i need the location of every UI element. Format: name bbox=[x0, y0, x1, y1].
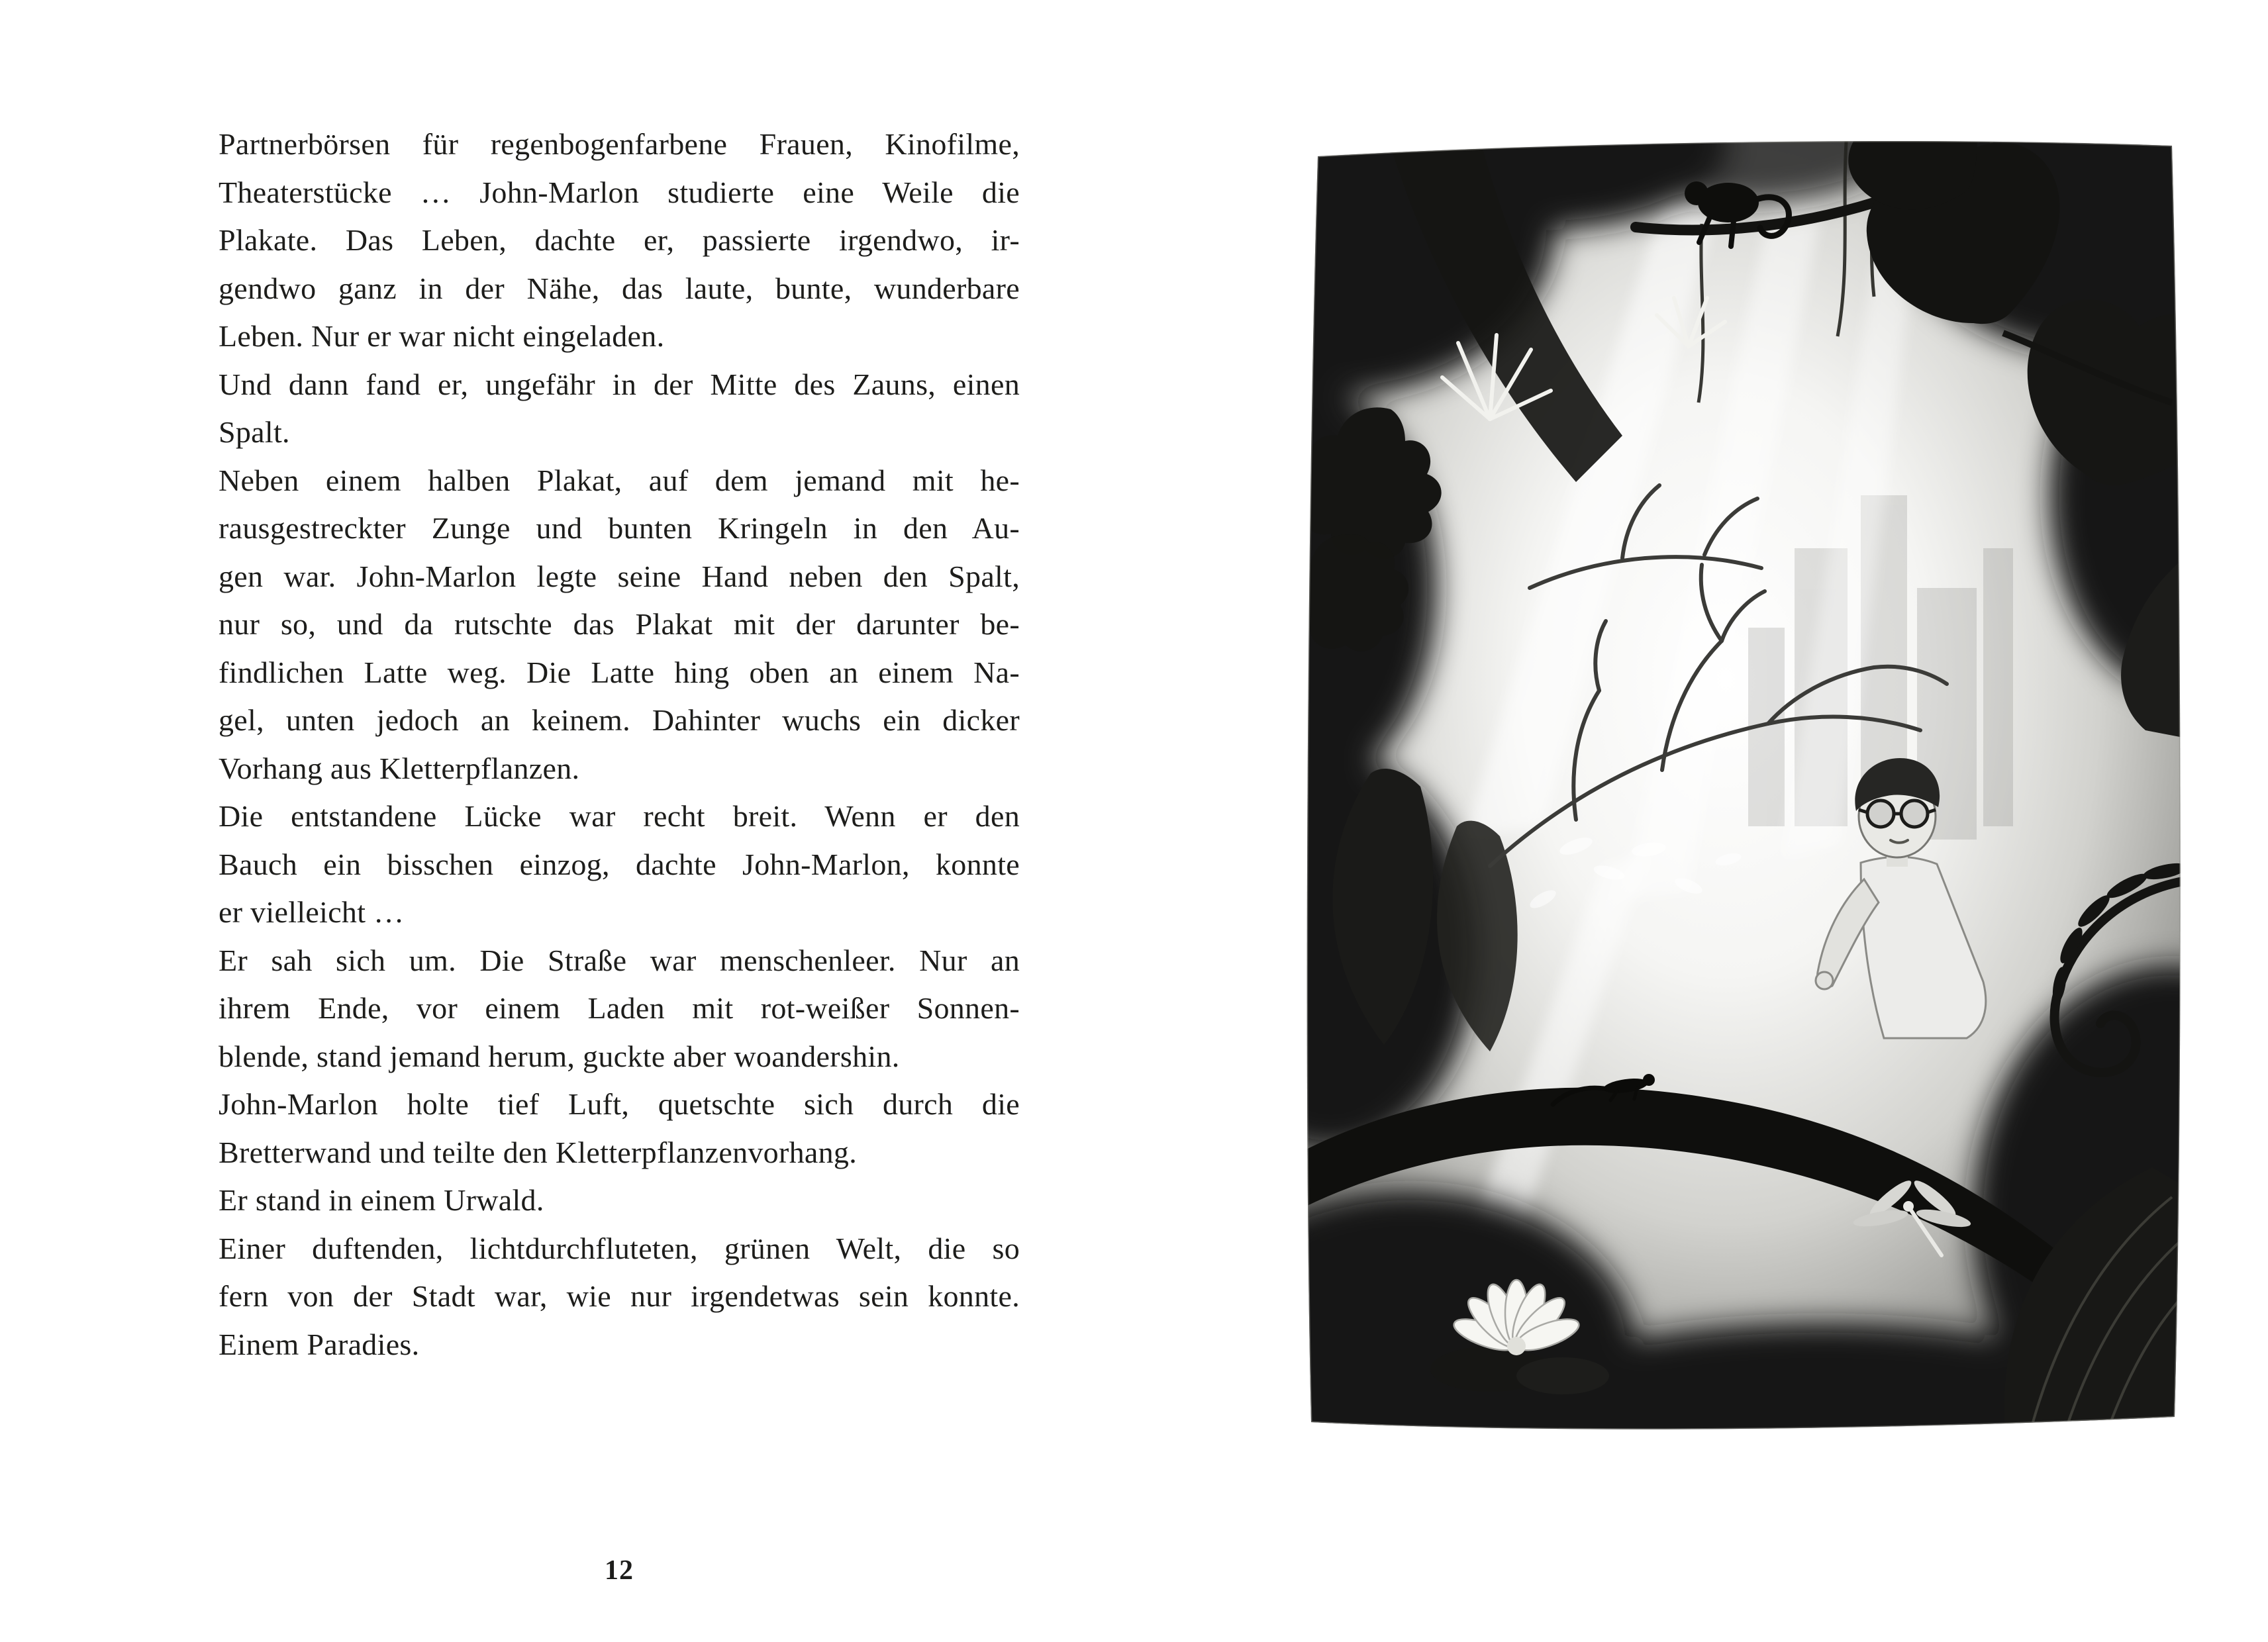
text-line: gel, unten jedoch an keinem. Dahinter wuchs ein dicker bbox=[219, 703, 1020, 737]
text-line: John-Marlon holte tief Luft, quetschte sich durch die bbox=[219, 1087, 1020, 1121]
paragraph bbox=[219, 1225, 1020, 1369]
jungle-illustration-svg bbox=[1291, 124, 2197, 1445]
text-line: fern von der Stadt war, wie nur irgendetwas sein konnte. bbox=[219, 1279, 1020, 1313]
text-line: blende, stand jemand herum, guckte aber woandershin. bbox=[219, 1039, 900, 1073]
text-line: Plakate. Das Leben, dachte er, passierte irgendwo, ir- bbox=[219, 223, 1020, 257]
text-line: gen war. John-Marlon legte seine Hand neben den Spalt, bbox=[219, 559, 1020, 593]
paragraph bbox=[219, 361, 1020, 457]
paragraph bbox=[219, 1177, 1020, 1225]
text-line: Und dann fand er, ungefähr in der Mitte des Zauns, einen bbox=[219, 367, 1020, 401]
text-line: Die entstandene Lücke war recht breit. Wenn er den bbox=[219, 799, 1020, 833]
text-line: gendwo ganz in der Nähe, das laute, bunte, wunderbare bbox=[219, 271, 1020, 305]
text-line: Partnerbörsen für regenbogenfarbene Frauen, Kinofilme, bbox=[219, 127, 1020, 161]
text-line: Vorhang aus Kletterpflanzen. bbox=[219, 751, 580, 785]
jungle-illustration bbox=[1291, 124, 2197, 1445]
text-line: rausgestreckter Zunge und bunten Kringeln in den Au- bbox=[219, 511, 1020, 545]
text-line: Neben einem halben Plakat, auf dem jemand mit he- bbox=[219, 463, 1020, 497]
text-line: Er sah sich um. Die Straße war menschenleer. Nur an bbox=[219, 943, 1020, 977]
text-line: Bretterwand und teilte den Kletterpflanzenvorhang. bbox=[219, 1135, 858, 1169]
text-line: Spalt. bbox=[219, 415, 290, 449]
paragraph bbox=[219, 793, 1020, 937]
text-line: Er stand in einem Urwald. bbox=[219, 1183, 544, 1217]
text-line: Bauch ein bisschen einzog, dachte John-Marlon, konnte bbox=[219, 847, 1020, 881]
text-line: ihrem Ende, vor einem Laden mit rot-weißer Sonnen- bbox=[219, 991, 1020, 1025]
page-number: 12 bbox=[605, 1555, 634, 1586]
right-page bbox=[1134, 0, 2268, 1642]
paragraph bbox=[219, 457, 1020, 793]
text-line: Einem Paradies. bbox=[219, 1327, 420, 1361]
text-line: Leben. Nur er war nicht eingeladen. bbox=[219, 319, 665, 353]
paragraph bbox=[219, 121, 1020, 361]
text-line: Theaterstücke … John-Marlon studierte eine Weile die bbox=[219, 175, 1020, 209]
text-line: nur so, und da rutschte das Plakat mit der darunter be- bbox=[219, 607, 1020, 641]
text-line: Einer duftenden, lichtdurchfluteten, grünen Welt, die so bbox=[219, 1231, 1020, 1265]
body-text bbox=[219, 121, 1020, 1369]
text-line: er vielleicht … bbox=[219, 895, 405, 929]
paragraph bbox=[219, 1081, 1020, 1177]
paragraph bbox=[219, 937, 1020, 1081]
text-line: findlichen Latte weg. Die Latte hing oben an einem Na- bbox=[219, 655, 1020, 689]
